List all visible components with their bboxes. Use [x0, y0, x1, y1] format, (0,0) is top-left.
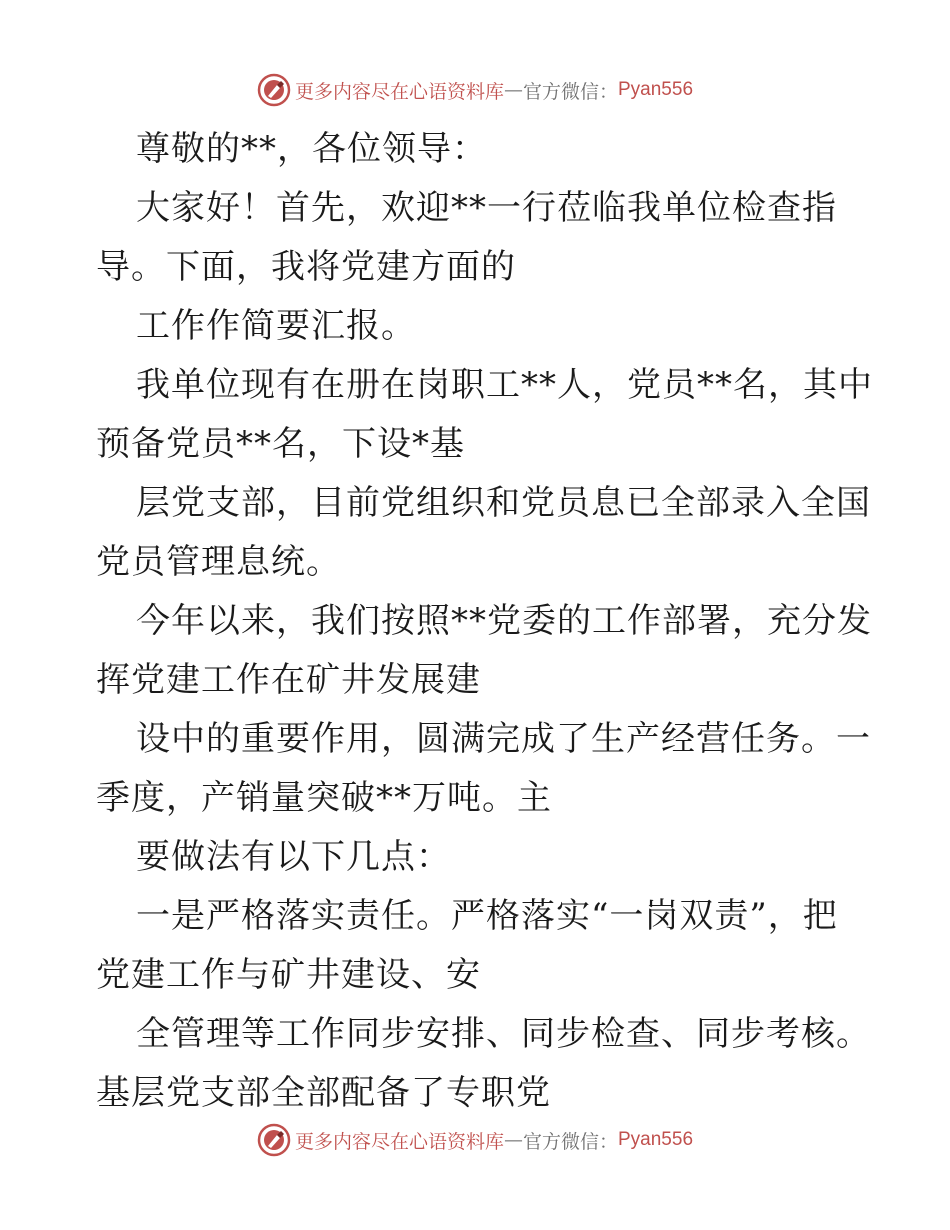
text-line: 全管理等工作同步安排、同步检查、同步考核。 [136, 1014, 871, 1054]
pen-logo-icon [257, 1123, 291, 1157]
text-line: 党建工作与矿井建设、安 [96, 955, 481, 995]
text-line: 要做法有以下几点： [136, 837, 451, 877]
text-line: 党员管理息统。 [96, 542, 341, 582]
banner-wechat-id: Pyan556 [618, 79, 694, 100]
text-line: 大家好！首先，欢迎**一行莅临我单位检查指 [136, 188, 837, 228]
text-line: 一是严格落实责任。严格落实“一岗双责”，把 [136, 896, 838, 936]
header-banner [0, 70, 950, 110]
text-line: 层党支部，目前党组织和党员息已全部录入全国 [136, 483, 871, 523]
text-line: 挥党建工作在矿井发展建 [96, 660, 481, 700]
banner-wechat-label: 官方微信： [522, 1130, 618, 1153]
banner-dash: — [503, 79, 523, 101]
text-line: 我单位现有在册在岗职工**人，党员**名，其中 [136, 365, 873, 405]
text-line: 基层党支部全部配备了专职党 [96, 1073, 551, 1113]
banner-main-text: 更多内容尽在心语资料库 [294, 1130, 504, 1153]
banner-wechat-label: 官方微信： [522, 80, 618, 103]
text-line: 季度，产销量突破**万吨。主 [96, 778, 552, 818]
pen-logo-icon [257, 73, 291, 107]
text-line: 导。下面，我将党建方面的 [96, 247, 516, 287]
document-body [96, 120, 873, 1123]
banner-dash: — [503, 1129, 523, 1151]
text-line: 今年以来，我们按照**党委的工作部署，充分发 [136, 601, 872, 641]
text-line: 设中的重要作用，圆满完成了生产经营任务。一 [136, 719, 871, 759]
text-line: 预备党员**名，下设*基 [96, 424, 465, 464]
footer-banner [0, 1120, 950, 1160]
text-line: 工作作简要汇报。 [136, 306, 416, 346]
banner-wechat-id: Pyan556 [618, 1129, 694, 1150]
banner-main-text: 更多内容尽在心语资料库 [294, 80, 504, 103]
salutation-line: 尊敬的**，各位领导： [136, 129, 487, 169]
